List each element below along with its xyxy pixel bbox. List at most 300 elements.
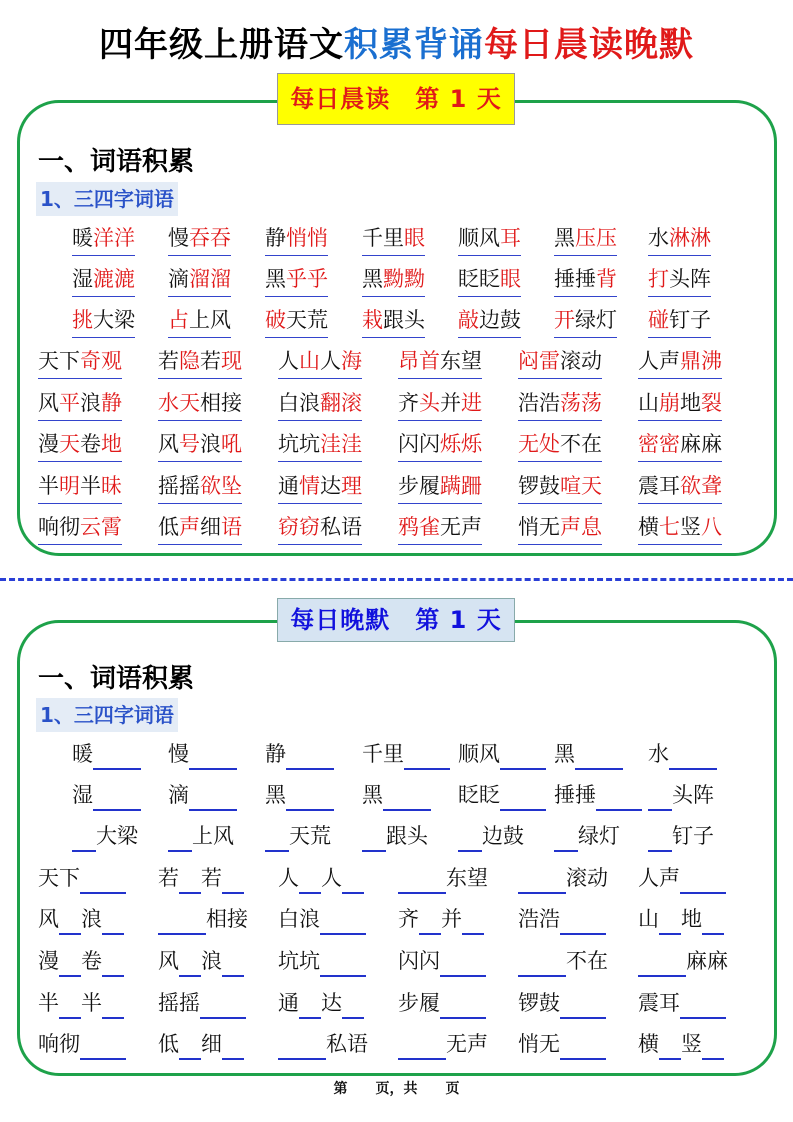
evening-blank-word xyxy=(398,945,486,979)
evening-blank-word xyxy=(554,779,642,813)
word-key-part: 背 xyxy=(596,267,617,291)
fill-blank[interactable] xyxy=(596,785,642,811)
word-plain-part: 人 xyxy=(278,349,299,373)
word-plain-part: 暖 xyxy=(72,742,93,766)
morning-sub-title: 1、三四字词语 xyxy=(36,182,178,216)
evening-row xyxy=(0,945,793,979)
fill-blank[interactable] xyxy=(80,1034,126,1060)
word-key-part: 昂首 xyxy=(398,349,440,373)
word-plain-part: 头阵 xyxy=(672,783,714,807)
evening-row xyxy=(0,987,793,1021)
word-key-part: 荡荡 xyxy=(560,391,602,415)
word-plain-part: 顺风 xyxy=(458,226,500,250)
fill-blank[interactable] xyxy=(702,909,724,935)
word-key-part: 吞吞 xyxy=(189,226,231,250)
word-plain-part: 坑坑 xyxy=(278,949,320,973)
word-plain-part: 头阵 xyxy=(669,267,711,291)
morning-word xyxy=(648,304,711,338)
morning-word xyxy=(72,263,135,297)
word-plain-part: 震耳 xyxy=(638,474,680,498)
fill-blank[interactable] xyxy=(648,826,672,852)
word-plain-part: 白浪 xyxy=(278,391,320,415)
fill-blank[interactable] xyxy=(59,993,81,1019)
morning-word xyxy=(398,428,482,462)
morning-word xyxy=(458,304,521,338)
word-plain-part: 不在 xyxy=(560,432,602,456)
evening-blank-word xyxy=(638,1028,724,1062)
evening-blank-word xyxy=(638,862,726,896)
evening-blank-word xyxy=(72,738,141,772)
evening-blank-word xyxy=(278,945,366,979)
fill-blank[interactable] xyxy=(179,951,201,977)
word-plain-part: 东望 xyxy=(440,349,482,373)
word-plain-part: 锣鼓 xyxy=(518,991,560,1015)
word-plain-part: 暖 xyxy=(72,226,93,250)
word-plain-part: 千里 xyxy=(362,226,404,250)
fill-blank[interactable] xyxy=(440,951,486,977)
word-plain-part: 黑 xyxy=(362,783,383,807)
fill-blank[interactable] xyxy=(299,993,321,1019)
word-plain-part: 卷 xyxy=(81,949,102,973)
fill-blank[interactable] xyxy=(179,1034,201,1060)
fill-blank[interactable] xyxy=(518,951,566,977)
evening-blank-word xyxy=(278,903,366,937)
fill-blank[interactable] xyxy=(222,951,244,977)
word-plain-part: 人 xyxy=(321,866,342,890)
word-plain-part: 浪 xyxy=(200,432,221,456)
fill-blank[interactable] xyxy=(222,868,244,894)
word-key-part: 海 xyxy=(341,349,362,373)
word-plain-part: 漫 xyxy=(38,949,59,973)
fill-blank[interactable] xyxy=(59,909,81,935)
morning-word xyxy=(398,470,482,504)
morning-word xyxy=(458,222,521,256)
word-plain-part: 地 xyxy=(680,391,701,415)
evening-blank-word xyxy=(458,820,524,854)
word-plain-part: 麻麻 xyxy=(680,432,722,456)
word-key-part: 声息 xyxy=(560,515,602,539)
word-key-part: 地 xyxy=(101,432,122,456)
morning-word xyxy=(278,511,362,545)
morning-word xyxy=(638,470,722,504)
word-key-part: 鼎沸 xyxy=(680,349,722,373)
morning-word xyxy=(554,304,617,338)
fill-blank[interactable] xyxy=(342,868,364,894)
evening-blank-word xyxy=(638,903,724,937)
fill-blank[interactable] xyxy=(669,744,717,770)
fill-blank[interactable] xyxy=(560,993,606,1019)
morning-word xyxy=(638,387,722,421)
morning-word xyxy=(458,263,521,297)
morning-word xyxy=(265,263,328,297)
word-plain-part: 半 xyxy=(80,474,101,498)
evening-blank-word xyxy=(72,820,138,854)
word-plain-part: 山 xyxy=(638,907,659,931)
word-plain-part: 水 xyxy=(648,226,669,250)
word-plain-part: 闪闪 xyxy=(398,949,440,973)
fill-blank[interactable] xyxy=(320,909,366,935)
morning-word xyxy=(168,304,231,338)
word-plain-part: 东望 xyxy=(446,866,488,890)
fill-blank[interactable] xyxy=(680,993,726,1019)
word-plain-part: 并 xyxy=(441,907,462,931)
morning-word xyxy=(38,428,122,462)
morning-row xyxy=(0,470,793,504)
word-plain-part: 横 xyxy=(638,1032,659,1056)
fill-blank[interactable] xyxy=(383,785,431,811)
word-plain-part: 无声 xyxy=(440,515,482,539)
evening-row xyxy=(0,820,793,854)
word-plain-part: 湿 xyxy=(72,783,93,807)
evening-row xyxy=(0,903,793,937)
word-plain-part: 滴 xyxy=(168,783,189,807)
fill-blank[interactable] xyxy=(560,1034,606,1060)
morning-word xyxy=(518,345,602,379)
morning-word xyxy=(518,387,602,421)
fill-blank[interactable] xyxy=(200,993,246,1019)
fill-blank[interactable] xyxy=(648,785,672,811)
title-part-3: 每日晨读晚默 xyxy=(484,25,694,65)
word-key-part: 黝黝 xyxy=(383,267,425,291)
fill-blank[interactable] xyxy=(518,868,566,894)
evening-blank-word xyxy=(265,779,334,813)
evening-blank-word xyxy=(38,1028,126,1062)
word-plain-part: 卷 xyxy=(80,432,101,456)
word-plain-part: 静 xyxy=(265,742,286,766)
word-plain-part: 摇摇 xyxy=(158,474,200,498)
word-plain-part: 钉子 xyxy=(672,824,714,848)
fill-blank[interactable] xyxy=(560,909,606,935)
word-plain-part: 若 xyxy=(158,349,179,373)
fill-blank[interactable] xyxy=(59,951,81,977)
word-plain-part: 慢 xyxy=(168,226,189,250)
word-plain-part: 若 xyxy=(200,349,221,373)
evening-blank-word xyxy=(278,1028,368,1062)
fill-blank[interactable] xyxy=(93,785,141,811)
word-plain-part: 不在 xyxy=(566,949,608,973)
morning-word xyxy=(72,222,135,256)
evening-banner: 每日晚默 第 1 天 xyxy=(277,598,515,642)
evening-blank-word xyxy=(518,903,606,937)
evening-blank-word xyxy=(518,862,608,896)
word-plain-part: 捶捶 xyxy=(554,783,596,807)
evening-blank-word xyxy=(158,987,246,1021)
fill-blank[interactable] xyxy=(398,868,446,894)
evening-blank-word xyxy=(398,903,484,937)
word-plain-part: 静 xyxy=(265,226,286,250)
word-key-part: 水天 xyxy=(158,391,200,415)
word-plain-part: 浪 xyxy=(201,949,222,973)
word-plain-part: 人 xyxy=(278,866,299,890)
evening-blank-word xyxy=(398,987,486,1021)
word-key-part: 头 xyxy=(419,391,440,415)
fill-blank[interactable] xyxy=(440,993,486,1019)
fill-blank[interactable] xyxy=(398,1034,446,1060)
word-key-part: 烁烁 xyxy=(440,432,482,456)
fill-blank[interactable] xyxy=(168,826,192,852)
morning-row xyxy=(0,511,793,545)
word-plain-part: 白浪 xyxy=(278,907,320,931)
word-key-part: 欲坠 xyxy=(200,474,242,498)
word-plain-part: 滚动 xyxy=(560,349,602,373)
morning-word xyxy=(158,345,242,379)
word-key-part: 语 xyxy=(221,515,242,539)
page-footer: 第 页，共 页 xyxy=(333,1081,460,1097)
word-plain-part: 风 xyxy=(158,432,179,456)
word-key-part: 奇观 xyxy=(80,349,122,373)
evening-blank-word xyxy=(518,987,606,1021)
word-key-part: 平 xyxy=(59,391,80,415)
fill-blank[interactable] xyxy=(680,868,726,894)
word-key-part: 眼 xyxy=(500,267,521,291)
morning-word xyxy=(398,387,482,421)
evening-blank-word xyxy=(458,779,546,813)
evening-blank-word xyxy=(158,1028,244,1062)
fill-blank[interactable] xyxy=(93,744,141,770)
fill-blank[interactable] xyxy=(659,1034,681,1060)
word-key-part: 隐 xyxy=(179,349,200,373)
evening-blank-word xyxy=(362,779,431,813)
morning-word xyxy=(638,345,722,379)
morning-word xyxy=(278,470,362,504)
word-key-part: 理 xyxy=(341,474,362,498)
evening-blank-word xyxy=(398,862,488,896)
fill-blank[interactable] xyxy=(554,826,578,852)
word-plain-part: 大梁 xyxy=(96,824,138,848)
morning-word xyxy=(158,387,242,421)
evening-row xyxy=(0,1028,793,1062)
word-key-part: 挑 xyxy=(72,308,93,332)
evening-blank-word xyxy=(38,987,124,1021)
evening-blank-word xyxy=(458,738,546,772)
fill-blank[interactable] xyxy=(299,868,321,894)
word-plain-part: 浪 xyxy=(80,391,101,415)
morning-word xyxy=(554,263,617,297)
word-plain-part: 步履 xyxy=(398,474,440,498)
word-plain-part: 并 xyxy=(440,391,461,415)
word-plain-part: 捶捶 xyxy=(554,267,596,291)
word-key-part: 无处 xyxy=(518,432,560,456)
word-plain-part: 绿灯 xyxy=(575,308,617,332)
fill-blank[interactable] xyxy=(102,909,124,935)
word-plain-part: 千里 xyxy=(362,742,404,766)
word-key-part: 八 xyxy=(701,515,722,539)
fill-blank[interactable] xyxy=(179,868,201,894)
word-plain-part: 天荒 xyxy=(289,824,331,848)
evening-blank-word xyxy=(168,779,237,813)
fill-blank[interactable] xyxy=(462,909,484,935)
morning-word xyxy=(398,345,482,379)
fill-blank[interactable] xyxy=(72,826,96,852)
morning-word xyxy=(398,511,482,545)
word-plain-part: 钉子 xyxy=(669,308,711,332)
word-plain-part: 齐 xyxy=(398,907,419,931)
evening-blank-word xyxy=(278,987,364,1021)
evening-blank-word xyxy=(362,738,450,772)
morning-banner: 每日晨读 第 1 天 xyxy=(277,73,515,125)
word-plain-part: 细 xyxy=(201,1032,222,1056)
word-key-part: 碰 xyxy=(648,308,669,332)
word-plain-part: 坑坑 xyxy=(278,432,320,456)
fill-blank[interactable] xyxy=(158,909,206,935)
fill-blank[interactable] xyxy=(80,868,126,894)
fill-blank[interactable] xyxy=(102,951,124,977)
fill-blank[interactable] xyxy=(362,826,386,852)
morning-word xyxy=(38,511,122,545)
evening-blank-word xyxy=(362,820,428,854)
morning-section-title: 一、词语积累 xyxy=(38,147,195,177)
morning-word xyxy=(38,345,122,379)
word-key-part: 占 xyxy=(168,308,189,332)
evening-blank-word xyxy=(648,820,714,854)
evening-blank-word xyxy=(398,1028,488,1062)
word-plain-part: 黑 xyxy=(554,742,575,766)
word-plain-part: 通 xyxy=(278,474,299,498)
word-plain-part: 私语 xyxy=(326,1032,368,1056)
word-plain-part: 黑 xyxy=(554,226,575,250)
word-key-part: 情 xyxy=(299,474,320,498)
word-plain-part: 浩浩 xyxy=(518,391,560,415)
word-key-part: 敲 xyxy=(458,308,479,332)
title-part-2: 积累背诵 xyxy=(344,25,484,65)
evening-blank-word xyxy=(278,862,364,896)
evening-blank-word xyxy=(648,738,717,772)
word-plain-part: 浪 xyxy=(81,907,102,931)
word-plain-part: 眨眨 xyxy=(458,783,500,807)
morning-row xyxy=(0,428,793,462)
fill-blank[interactable] xyxy=(342,993,364,1019)
word-plain-part: 相接 xyxy=(200,391,242,415)
word-plain-part: 跟头 xyxy=(386,824,428,848)
fill-blank[interactable] xyxy=(500,785,546,811)
word-plain-part: 滴 xyxy=(168,267,189,291)
word-key-part: 漉漉 xyxy=(93,267,135,291)
morning-word xyxy=(362,222,425,256)
morning-word xyxy=(638,428,722,462)
word-plain-part: 水 xyxy=(648,742,669,766)
word-key-part: 昧 xyxy=(101,474,122,498)
word-key-part: 翻滚 xyxy=(320,391,362,415)
fill-blank[interactable] xyxy=(278,1034,326,1060)
fill-blank[interactable] xyxy=(659,909,681,935)
word-plain-part: 天下 xyxy=(38,866,80,890)
word-key-part: 裂 xyxy=(701,391,722,415)
fill-blank[interactable] xyxy=(286,744,334,770)
word-key-part: 压压 xyxy=(575,226,617,250)
morning-word xyxy=(265,304,328,338)
word-plain-part: 眨眨 xyxy=(458,267,500,291)
fill-blank[interactable] xyxy=(222,1034,244,1060)
fill-blank[interactable] xyxy=(189,744,237,770)
word-key-part: 吼 xyxy=(221,432,242,456)
word-plain-part: 半 xyxy=(81,991,102,1015)
word-key-part: 乎乎 xyxy=(286,267,328,291)
word-plain-part: 若 xyxy=(201,866,222,890)
fill-blank[interactable] xyxy=(265,826,289,852)
fill-blank[interactable] xyxy=(320,951,366,977)
morning-word xyxy=(158,470,242,504)
word-plain-part: 摇摇 xyxy=(158,991,200,1015)
word-key-part: 眼 xyxy=(404,226,425,250)
word-plain-part: 半 xyxy=(38,991,59,1015)
fill-blank[interactable] xyxy=(286,785,334,811)
evening-blank-word xyxy=(554,820,620,854)
evening-blank-word xyxy=(168,738,237,772)
morning-word xyxy=(158,511,242,545)
morning-word xyxy=(168,263,231,297)
fill-blank[interactable] xyxy=(575,744,623,770)
word-key-part: 洋洋 xyxy=(93,226,135,250)
fill-blank[interactable] xyxy=(189,785,237,811)
word-key-part: 声 xyxy=(179,515,200,539)
word-plain-part: 漫 xyxy=(38,432,59,456)
evening-blank-word xyxy=(72,779,141,813)
word-plain-part: 人声 xyxy=(638,866,680,890)
fill-blank[interactable] xyxy=(102,993,124,1019)
word-key-part: 喧天 xyxy=(560,474,602,498)
evening-section-title: 一、词语积累 xyxy=(38,664,195,694)
word-key-part: 号 xyxy=(179,432,200,456)
evening-blank-word xyxy=(38,862,126,896)
evening-sub-title: 1、三四字词语 xyxy=(36,698,178,732)
word-plain-part: 细 xyxy=(200,515,221,539)
word-key-part: 崩 xyxy=(659,391,680,415)
word-plain-part: 悄无 xyxy=(518,515,560,539)
word-key-part: 淋淋 xyxy=(669,226,711,250)
fill-blank[interactable] xyxy=(638,951,686,977)
morning-row xyxy=(0,387,793,421)
word-plain-part: 悄无 xyxy=(518,1032,560,1056)
page-title xyxy=(0,22,793,68)
fill-blank[interactable] xyxy=(702,1034,724,1060)
word-key-part: 欲聋 xyxy=(680,474,722,498)
morning-word xyxy=(518,428,602,462)
morning-word xyxy=(278,428,362,462)
word-plain-part: 若 xyxy=(158,866,179,890)
word-key-part: 洼洼 xyxy=(320,432,362,456)
word-plain-part: 麻麻 xyxy=(686,949,728,973)
evening-blank-word xyxy=(158,945,244,979)
fill-blank[interactable] xyxy=(404,744,450,770)
word-plain-part: 横 xyxy=(638,515,659,539)
word-key-part: 破 xyxy=(265,308,286,332)
word-plain-part: 地 xyxy=(681,907,702,931)
morning-word xyxy=(265,222,328,256)
word-plain-part: 竖 xyxy=(680,515,701,539)
morning-word xyxy=(554,222,617,256)
word-plain-part: 天荒 xyxy=(286,308,328,332)
word-plain-part: 顺风 xyxy=(458,742,500,766)
fill-blank[interactable] xyxy=(458,826,482,852)
word-plain-part: 浩浩 xyxy=(518,907,560,931)
word-plain-part: 风 xyxy=(38,907,59,931)
word-plain-part: 上风 xyxy=(192,824,234,848)
word-plain-part: 低 xyxy=(158,515,179,539)
morning-word xyxy=(648,222,711,256)
word-key-part: 云霄 xyxy=(80,515,122,539)
word-plain-part: 闪闪 xyxy=(398,432,440,456)
word-key-part: 窃窃 xyxy=(278,515,320,539)
evening-blank-word xyxy=(158,903,248,937)
morning-word xyxy=(168,222,231,256)
word-plain-part: 相接 xyxy=(206,907,248,931)
fill-blank[interactable] xyxy=(419,909,441,935)
word-key-part: 悄悄 xyxy=(286,226,328,250)
fill-blank[interactable] xyxy=(500,744,546,770)
evening-blank-word xyxy=(518,1028,606,1062)
morning-word xyxy=(518,470,602,504)
dashed-divider xyxy=(0,578,793,581)
